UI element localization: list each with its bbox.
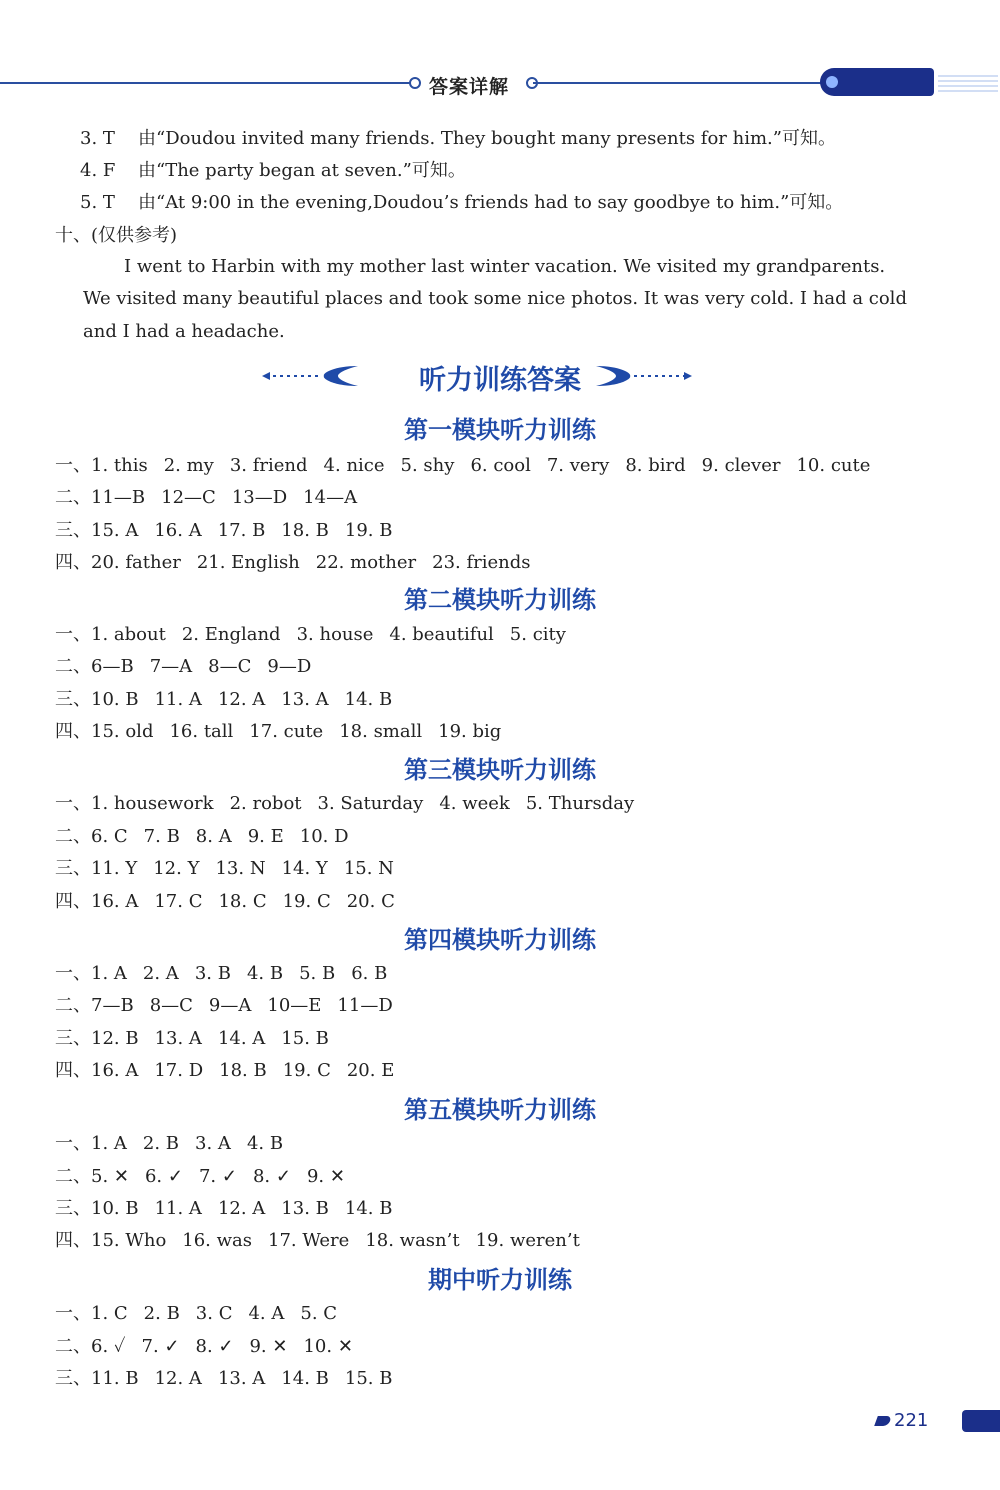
answer-cell: 7. very (546, 455, 610, 476)
answer-cell: 10. ✕ (303, 1336, 353, 1357)
answer-cell: 14. B (281, 1368, 329, 1389)
answer-cell: 二、11—B (55, 487, 146, 508)
answer-line (80, 127, 836, 151)
answer-cell: 3. B (194, 963, 231, 984)
answer-cell: 16. A (154, 520, 202, 541)
answer-cell: 14. B (344, 1198, 393, 1219)
answer-row (55, 1165, 361, 1189)
answer-cell: 一、1. A (55, 1133, 127, 1154)
main-title: 听力训练答案 (419, 365, 581, 396)
answer-cell: 7. ✓ (198, 1166, 237, 1187)
answer-cell: 2. robot (229, 793, 302, 814)
answer-cell: 8. A (195, 826, 232, 847)
answer-cell: 15. B (281, 1028, 329, 1049)
answer-row (55, 623, 582, 647)
answer-cell: 2. England (181, 624, 281, 645)
answer-cell: 10. cute (796, 455, 871, 476)
answer-cell: 18. B (219, 1060, 267, 1081)
answer-cell: 9. ✕ (306, 1166, 345, 1187)
answer-cell: 19. C (282, 1060, 331, 1081)
answer-cell: 20. C (346, 891, 395, 912)
section-title: 第五模块听力训练 (404, 1096, 596, 1124)
answer-cell: 22. mother (315, 552, 417, 573)
answer-cell: 5. Thursday (525, 793, 635, 814)
answer-cell: 12. A (154, 1368, 202, 1389)
answer-cell: 11. A (154, 1198, 202, 1219)
header-ring-left (409, 77, 421, 89)
answer-row (55, 1059, 410, 1083)
answer-row (55, 1027, 345, 1051)
answer-cell: 23. friends (432, 552, 531, 573)
answer-cell: 4. A (248, 1303, 285, 1324)
essay-line: I went to Harbin with my mother last winter vacation. We visited my grandparents. (124, 256, 886, 277)
answer-cell: 18. B (281, 520, 329, 541)
answer-cell: 一、1. housework (55, 793, 214, 814)
answer-cell: 20. E (346, 1060, 395, 1081)
answer-cell: 9—D (267, 656, 312, 677)
answer-cell: 8—C (149, 995, 193, 1016)
answer-row (55, 655, 327, 679)
answer-cell: 四、16. A (55, 1060, 139, 1081)
answer-cell: 8. bird (625, 455, 686, 476)
answer-row (55, 1229, 596, 1253)
answer-cell: 12—C (161, 487, 216, 508)
answer-cell: 四、15. Who (55, 1230, 167, 1251)
answer-cell: 二、6. C (55, 826, 128, 847)
answer-cell: 17. cute (249, 721, 324, 742)
answer-cell: 11. A (154, 689, 202, 710)
answer-cell: 一、1. this (55, 455, 148, 476)
answer-cell: 5. C (300, 1303, 338, 1324)
answer-cell: 8. ✓ (252, 1166, 291, 1187)
answer-row (55, 857, 410, 881)
essay-heading: 十、(仅供参考) (55, 225, 178, 246)
answer-cell: 9. E (247, 826, 284, 847)
answer-cell: 14. Y (281, 858, 328, 879)
answer-cell: 17. D (154, 1060, 204, 1081)
answer-cell: 18. C (218, 891, 267, 912)
answer-cell: 19. C (282, 891, 331, 912)
answer-cell: 2. B (142, 1133, 180, 1154)
answer-cell: 一、1. C (55, 1303, 128, 1324)
answer-row (55, 720, 517, 744)
answer-row (55, 994, 409, 1018)
answer-cell: 7—A (149, 656, 193, 677)
answer-cell: 四、16. A (55, 891, 139, 912)
answer-cell: 9—A (208, 995, 252, 1016)
answer-cell: 11—D (337, 995, 393, 1016)
section-title: 第三模块听力训练 (404, 756, 596, 784)
section-title: 第一模块听力训练 (404, 416, 596, 444)
answer-cell: 7. ✓ (141, 1336, 180, 1357)
answer-row (55, 825, 365, 849)
header-title: 答案详解 (429, 76, 510, 98)
answer-cell: 13. A (217, 1368, 266, 1389)
answer-cell: 7. B (143, 826, 180, 847)
essay-line: and I had a headache. (83, 321, 285, 342)
answer-row (55, 1197, 408, 1221)
answer-explanation: 由“The party began at seven.”可知。 (138, 160, 466, 181)
header-dot-icon (826, 76, 838, 88)
answer-cell: 4. B (246, 963, 284, 984)
answer-cell: 3. C (195, 1303, 233, 1324)
answer-cell: 10—E (267, 995, 322, 1016)
answer-cell: 15. B (344, 1368, 393, 1389)
answer-cell: 四、20. father (55, 552, 181, 573)
section-title: 第二模块听力训练 (404, 586, 596, 614)
answer-cell: 2. A (142, 963, 179, 984)
answer-cell: 4. B (246, 1133, 284, 1154)
answer-row (55, 551, 547, 575)
answer-cell: 5. city (509, 624, 566, 645)
answer-explanation: 由“Doudou invited many friends. They bought many presents for him.”可知。 (138, 128, 836, 149)
answer-cell: 3. A (195, 1133, 231, 1154)
answer-cell: 二、5. ✕ (55, 1166, 129, 1187)
header-rule-left (0, 82, 416, 84)
answer-cell: 18. wasn’t (365, 1230, 460, 1251)
answer-cell: 16. was (182, 1230, 253, 1251)
answer-cell: 13—D (231, 487, 288, 508)
answer-cell: 14—A (303, 487, 358, 508)
answer-row (55, 1132, 299, 1156)
answer-cell: 6. cool (470, 455, 531, 476)
answer-row (55, 1367, 408, 1391)
page-tab-decoration (962, 1410, 1000, 1432)
answer-cell: 一、1. about (55, 624, 166, 645)
answer-cell: 16. tall (169, 721, 234, 742)
answer-cell: 5. shy (400, 455, 455, 476)
answer-line (80, 191, 843, 215)
page-header (0, 60, 1000, 100)
answer-row (55, 1335, 369, 1359)
answer-row (55, 1302, 353, 1326)
answer-cell: 9. clever (701, 455, 781, 476)
answer-cell: 17. B (217, 520, 266, 541)
header-rule-right (533, 82, 833, 84)
answer-cell: 14. B (344, 689, 393, 710)
answer-cell: 8. ✓ (195, 1336, 234, 1357)
answer-cell: 三、11. B (55, 1368, 139, 1389)
answer-row (55, 688, 408, 712)
answer-number: 5. T (80, 192, 115, 213)
answer-cell: 19. big (438, 721, 502, 742)
answer-cell: 2. B (143, 1303, 180, 1324)
answer-cell: 三、15. A (55, 520, 139, 541)
header-stripes-decoration (938, 72, 998, 92)
answer-cell: 9. ✕ (249, 1336, 288, 1357)
answer-cell: 三、10. B (55, 1198, 139, 1219)
answer-cell: 6. B (351, 963, 388, 984)
answer-cell: 12. A (217, 1198, 266, 1219)
answer-cell: 3. Saturday (317, 793, 424, 814)
section-title: 第四模块听力训练 (404, 926, 596, 954)
answer-cell: 一、1. A (55, 963, 127, 984)
answer-cell: 17. Were (268, 1230, 350, 1251)
answer-row (55, 454, 886, 478)
answer-row (55, 890, 411, 914)
page-marker-icon (874, 1416, 892, 1426)
answer-cell: 三、12. B (55, 1028, 139, 1049)
answer-cell: 6. ✓ (144, 1166, 183, 1187)
answer-cell: 13. A (281, 689, 329, 710)
answer-cell: 四、15. old (55, 721, 154, 742)
answer-row (55, 792, 650, 816)
answer-cell: 12. A (217, 689, 266, 710)
answer-line (80, 159, 466, 183)
answer-number: 3. T (80, 128, 115, 149)
answer-cell: 4. nice (323, 455, 385, 476)
title-ornament-right-icon (592, 364, 692, 388)
answer-row (55, 486, 373, 510)
answer-cell: 4. week (439, 793, 510, 814)
answer-cell: 10. D (299, 826, 349, 847)
answer-cell: 21. English (196, 552, 300, 573)
answer-cell: 二、7—B (55, 995, 134, 1016)
answer-cell: 三、11. Y (55, 858, 138, 879)
answer-cell: 二、6. ✓ (55, 1336, 126, 1357)
section-title: 期中听力训练 (428, 1266, 572, 1294)
answer-cell: 8—C (208, 656, 252, 677)
answer-cell: 二、6—B (55, 656, 134, 677)
answer-cell: 3. house (296, 624, 374, 645)
answer-explanation: 由“At 9:00 in the evening,Doudou’s friends had to say goodbye to him.”可知。 (138, 192, 844, 213)
page-number: 221 (894, 1410, 929, 1431)
answer-cell: 12. Y (153, 858, 200, 879)
answer-cell: 5. B (299, 963, 336, 984)
answer-cell: 19. weren’t (475, 1230, 580, 1251)
answer-cell: 17. C (154, 891, 203, 912)
answer-cell: 18. small (339, 721, 423, 742)
answer-number: 4. F (80, 160, 116, 181)
answer-row (55, 519, 408, 543)
answer-cell: 15. N (343, 858, 394, 879)
answer-cell: 13. N (215, 858, 266, 879)
answer-cell: 19. B (344, 520, 393, 541)
answer-cell: 三、10. B (55, 689, 139, 710)
answer-cell: 14. A (217, 1028, 266, 1049)
answer-row (55, 962, 403, 986)
answer-cell: 4. beautiful (389, 624, 494, 645)
answer-cell: 3. friend (229, 455, 308, 476)
answer-cell: 13. B (281, 1198, 329, 1219)
answer-cell: 13. A (154, 1028, 202, 1049)
essay-line: We visited many beautiful places and took some nice photos. It was very cold. I had a cold (83, 288, 907, 309)
answer-cell: 2. my (163, 455, 214, 476)
